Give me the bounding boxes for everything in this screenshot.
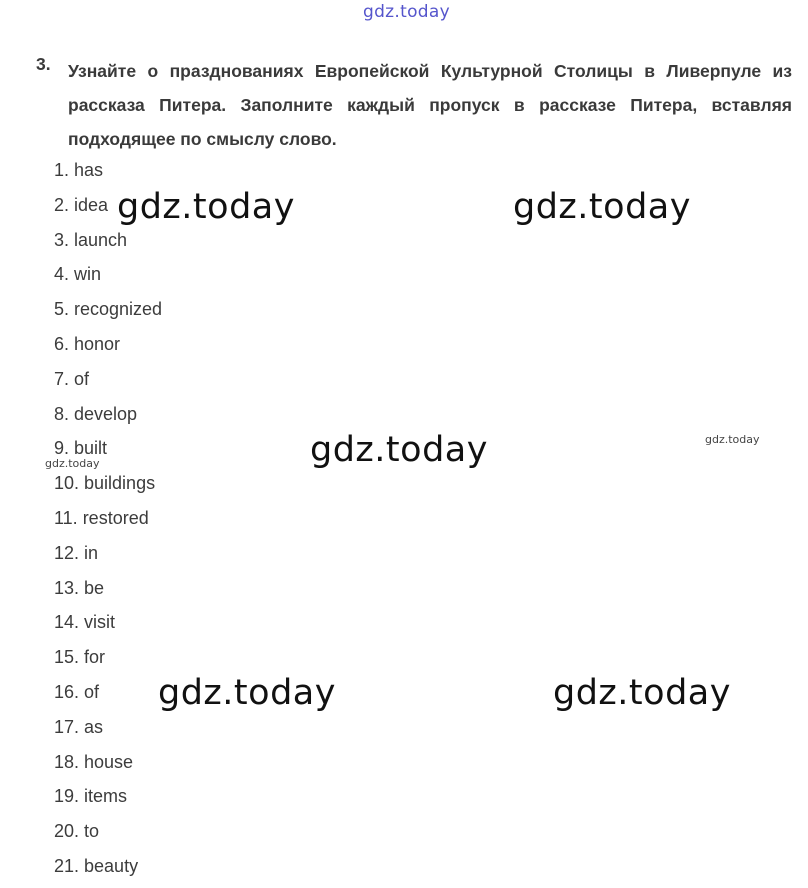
- answer-item: 7. of: [54, 368, 90, 389]
- watermark-top: gdz.today: [363, 2, 450, 22]
- watermark-small: gdz.today: [45, 457, 100, 470]
- answer-item: 17. as: [54, 716, 104, 737]
- answer-item: 4. win: [54, 264, 102, 285]
- answer-item: 11. restored: [54, 507, 149, 528]
- answer-item: 1. has: [54, 160, 104, 180]
- answer-item: 15. for: [54, 647, 106, 668]
- watermark-large: gdz.today: [513, 187, 691, 227]
- task-instructions: Узнайте о празднованиях Европейской Культурной Столицы в Ливерпуле из рассказа Питера. Заполните каждый пропуск в рассказе Питера, вставляя подходящее по смыслу слово.: [68, 61, 792, 149]
- watermark-large: gdz.today: [117, 187, 295, 227]
- watermark-large: gdz.today: [553, 673, 731, 713]
- answer-item: 3. launch: [54, 229, 128, 250]
- answer-item: 6. honor: [54, 333, 121, 354]
- answer-item: 13. be: [54, 577, 105, 598]
- answer-item: 5. recognized: [54, 299, 163, 320]
- answer-item: 20. to: [54, 821, 100, 842]
- task-number: 3.: [36, 54, 51, 74]
- answer-item: 8. develop: [54, 403, 138, 424]
- answer-item: 9. built: [54, 438, 108, 459]
- answer-list: [54, 153, 162, 884]
- answer-item: 16. of: [54, 681, 100, 702]
- answer-item: 10. buildings: [54, 473, 156, 494]
- watermark-large: gdz.today: [310, 430, 488, 470]
- answer-item: 12. in: [54, 542, 99, 563]
- answer-item: 2. idea: [54, 194, 109, 215]
- answer-item: 21. beauty: [54, 855, 139, 876]
- answer-item: 14. visit: [54, 612, 116, 633]
- watermark-large: gdz.today: [158, 673, 336, 713]
- watermark-small: gdz.today: [705, 433, 760, 446]
- answer-item: 19. items: [54, 786, 128, 807]
- answer-item: 18. house: [54, 751, 134, 772]
